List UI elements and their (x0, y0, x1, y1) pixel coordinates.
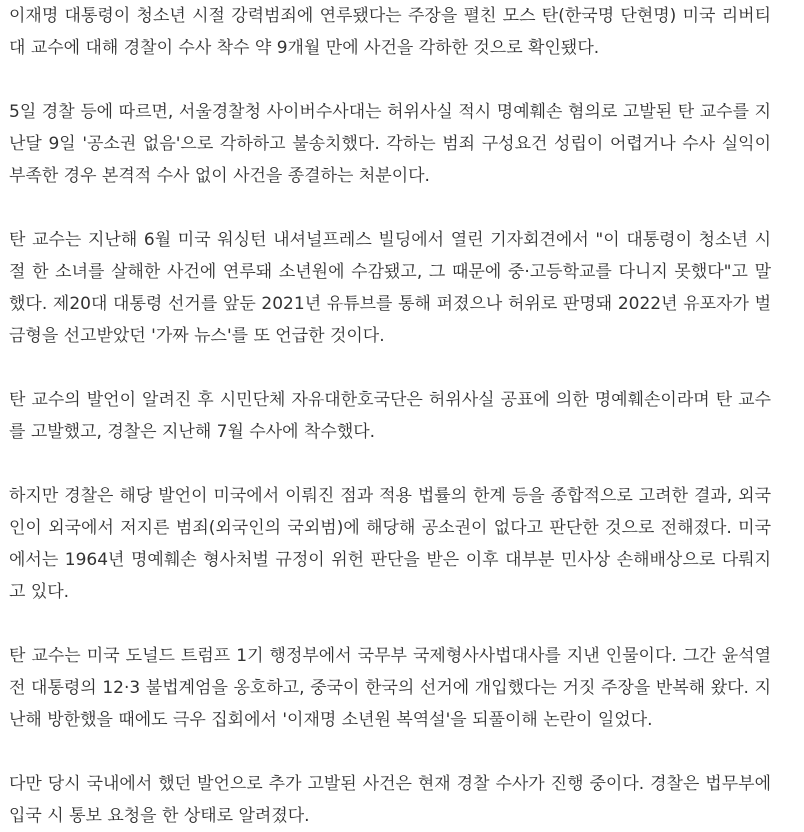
paragraph-4: 탄 교수의 발언이 알려진 후 시민단체 자유대한호국단은 허위사실 공표에 의한 명예훼손이라며 탄 교수를 고발했고, 경찰은 지난해 7월 수사에 착수했다. (9, 390, 771, 442)
article-body (9, 0, 771, 832)
paragraph-2: 5일 경찰 등에 따르면, 서울경찰청 사이버수사대는 허위사실 적시 명예훼손 혐의로 고발된 탄 교수를 지난달 9일 '공소권 없음'으로 각하하고 불송치했다. 각하는 범죄 구성요건 성립이 어렵거나 수사 실익이 부족한 경우 본격적 수사 없이 사건을 종결하는 처분이다. (9, 102, 771, 186)
paragraph-7: 다만 당시 국내에서 했던 발언으로 추가 고발된 사건은 현재 경찰 수사가 진행 중이다. 경찰은 법무부에 입국 시 통보 요청을 한 상태로 알려졌다. (9, 774, 771, 826)
paragraph-1: 이재명 대통령이 청소년 시절 강력범죄에 연루됐다는 주장을 펼친 모스 탄(한국명 단현명) 미국 리버티대 교수에 대해 경찰이 수사 착수 약 9개월 만에 사건을 각하한 것으로 확인됐다. (9, 6, 771, 58)
paragraph-5: 하지만 경찰은 해당 발언이 미국에서 이뤄진 점과 적용 법률의 한계 등을 종합적으로 고려한 결과, 외국인이 외국에서 저지른 범죄(외국인의 국외범)에 해당해 공소권이 없다고 판단한 것으로 전해졌다. 미국에서는 1964년 명예훼손 형사처벌 규정이 위헌 판단을 받은 이후 대부분 민사상 손해배상으로 다뤄지고 있다. (9, 486, 771, 602)
paragraph-6: 탄 교수는 미국 도널드 트럼프 1기 행정부에서 국무부 국제형사사법대사를 지낸 인물이다. 그간 윤석열 전 대통령의 12·3 불법계엄을 옹호하고, 중국이 한국의 선거에 개입했다는 거짓 주장을 반복해 왔다. 지난해 방한했을 때에도 극우 집회에서 '이재명 소년원 복역설'을 되풀이해 논란이 일었다. (9, 646, 771, 730)
paragraph-3: 탄 교수는 지난해 6월 미국 워싱턴 내셔널프레스 빌딩에서 열린 기자회견에서 "이 대통령이 청소년 시절 한 소녀를 살해한 사건에 연루돼 소년원에 수감됐고, 그 때문에 중·고등학교를 다니지 못했다"고 말했다. 제20대 대통령 선거를 앞둔 2021년 유튜브를 통해 퍼졌으나 허위로 판명돼 2022년 유포자가 벌금형을 선고받았던 '가짜 뉴스'를 또 언급한 것이다. (9, 230, 771, 346)
